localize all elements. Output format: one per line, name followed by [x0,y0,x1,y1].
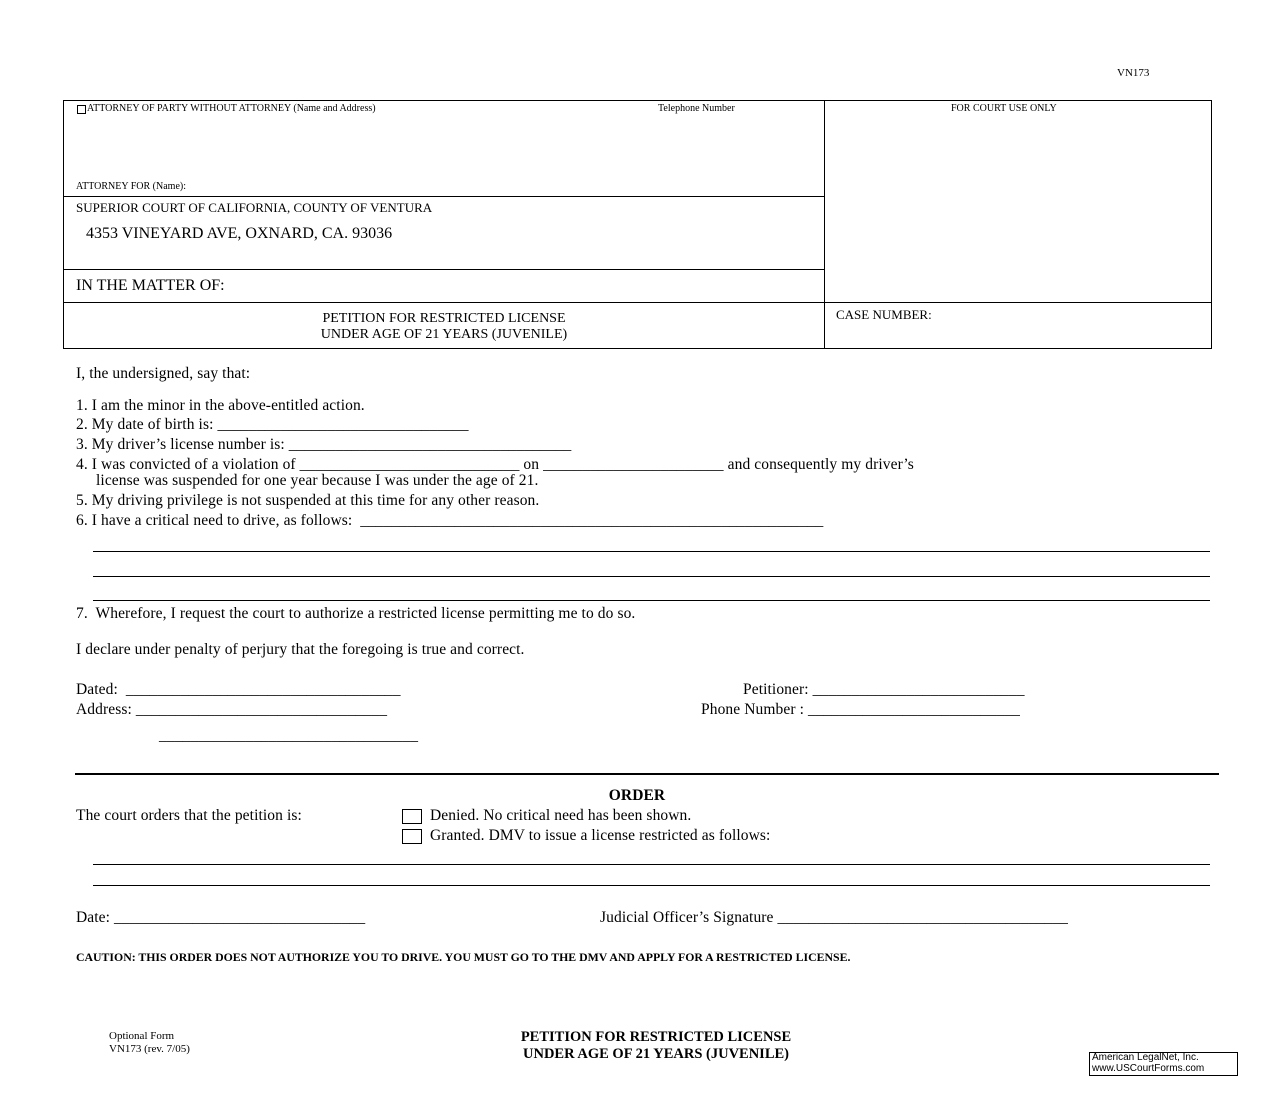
item-1: 1. I am the minor in the above-entitled action. [76,397,365,414]
restriction-line-1[interactable] [93,864,1210,865]
address-field[interactable]: Address: ________________________________ [76,701,388,718]
intro-text: I, the undersigned, say that: [76,365,251,382]
granted-checkbox[interactable] [402,829,422,844]
restriction-line-2[interactable] [93,885,1210,886]
rule-court [63,269,825,270]
footer-title-line2: UNDER AGE OF 21 YEARS (JUVENILE) [523,1046,789,1062]
caption-title-line2: UNDER AGE OF 21 YEARS (JUVENILE) [320,327,568,342]
optional-form-label: Optional Form [109,1030,175,1042]
item-4-continued: license was suspended for one year because I was under the age of 21. [96,472,539,489]
attorney-for-label: ATTORNEY FOR (Name): [76,181,186,192]
item-5: 5. My driving privilege is not suspended at this time for any other reason. [76,492,540,509]
attorney-checkbox[interactable] [77,105,86,114]
petitioner-field[interactable]: Petitioner: ___________________________ [743,681,1025,698]
caution-notice: CAUTION: THIS ORDER DOES NOT AUTHORIZE YOU TO DRIVE. YOU MUST GO TO THE DMV AND APPLY FOR A RESTRICTED LICENSE. [76,950,851,964]
denied-checkbox[interactable] [402,809,422,824]
telephone-label: Telephone Number [658,103,735,114]
rule-matter [63,302,1212,303]
form-revision: VN173 (rev. 7/05) [109,1043,190,1055]
item-3-license-number: 3. My driver’s license number is: ____________________________________ [76,436,572,453]
caption-title-line1: PETITION FOR RESTRICTED LICENSE [322,311,566,326]
publisher-url[interactable]: www.USCourtForms.com [1092,1063,1205,1074]
publisher-name: American LegalNet, Inc. [1092,1052,1199,1063]
attorney-label: ATTORNEY OF PARTY WITHOUT ATTORNEY (Name and Address) [87,103,376,114]
order-separator [75,773,1219,775]
footer-title-line1: PETITION FOR RESTRICTED LICENSE [520,1029,792,1045]
rule-attorney [63,196,825,197]
need-line-3[interactable] [93,600,1210,601]
declaration-text: I declare under penalty of perjury that the foregoing is true and correct. [76,641,525,658]
order-date-field[interactable]: Date: ________________________________ [76,909,366,926]
matter-label: IN THE MATTER OF: [76,277,225,294]
case-number-label: CASE NUMBER: [836,307,932,322]
item-6-critical-need: 6. I have a critical need to drive, as follows: ___________________________________________________________ [76,512,824,529]
court-use-label: FOR COURT USE ONLY [951,103,1057,114]
address-field-line-2[interactable]: _________________________________ [159,727,419,744]
dated-field[interactable]: Dated: ___________________________________ [76,681,401,698]
form-code: VN173 [1117,67,1150,79]
item-2-date-of-birth: 2. My date of birth is: ________________________________ [76,416,469,433]
need-line-1[interactable] [93,551,1210,552]
order-title: ORDER [608,787,666,804]
need-line-2[interactable] [93,576,1210,577]
court-address: 4353 VINEYARD AVE, OXNARD, CA. 93036 [86,225,393,242]
item-7-request: 7. Wherefore, I request the court to authorize a restricted license permitting me to do so. [76,605,636,622]
denied-label: Denied. No critical need has been shown. [430,807,692,824]
judicial-signature-field[interactable]: Judicial Officer’s Signature _____________________________________ [600,909,1068,926]
granted-label: Granted. DMV to issue a license restricted as follows: [430,827,771,844]
order-lead-text: The court orders that the petition is: [76,807,302,824]
phone-number-field[interactable]: Phone Number : ___________________________ [701,701,1020,718]
court-name: SUPERIOR COURT OF CALIFORNIA, COUNTY OF VENTURA [76,200,433,215]
item-4-conviction: 4. I was convicted of a violation of ____________________________ on _______________________ and consequently my driver’s [76,456,914,473]
